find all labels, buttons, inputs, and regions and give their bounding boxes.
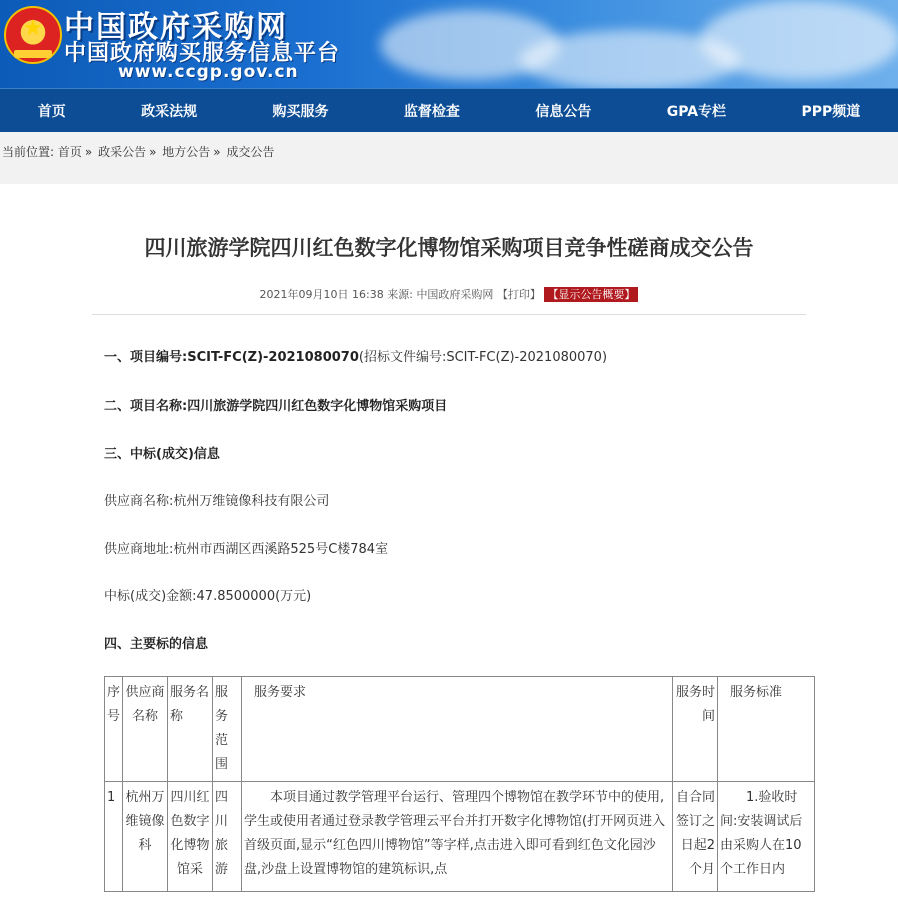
header-supplier: 供应商名称 bbox=[123, 677, 168, 782]
site-banner bbox=[0, 0, 898, 88]
cell-requirement: 本项目通过教学管理平台运行、管理四个博物馆在教学环节中的使用,学生或使用者通过登录教学管理云平台并打开数字化博物馆(打开网页进入首级页面,显示“红色四川博物馆”等字样,点击进入即可看到红色文化园沙盘,沙盘上设置博物馆的建筑标识,点 bbox=[242, 782, 673, 892]
site-title: 中国政府采购网 bbox=[64, 10, 288, 45]
print-link[interactable]: 【打印】 bbox=[496, 288, 541, 301]
breadcrumb-local[interactable]: 地方公告 bbox=[162, 145, 211, 159]
table-header-row bbox=[105, 677, 815, 782]
breadcrumb-procurement[interactable]: 政采公告 bbox=[98, 145, 147, 159]
nav-ppp[interactable]: PPP频道 bbox=[801, 104, 861, 120]
tender-doc-number: (招标文件编号:SCIT-FC(Z)-2021080070) bbox=[358, 350, 608, 365]
section-winner-info bbox=[104, 443, 220, 462]
deal-amount: 中标(成交)金额:47.8500000(万元) bbox=[104, 589, 312, 604]
header-standard: 服务标准 bbox=[718, 677, 815, 782]
supplier-address: 供应商地址:杭州市西湖区西溪路525号C楼784室 bbox=[104, 542, 389, 557]
breadcrumb-separator: » bbox=[84, 145, 93, 159]
show-summary-button[interactable]: 【显示公告概要】 bbox=[544, 287, 638, 302]
cell-time: 自合同签订之日起2个月 bbox=[673, 782, 718, 892]
project-number-value: SCIT-FC(Z)-2021080070 bbox=[187, 350, 359, 365]
site-subtitle: 中国政府购买服务信息平台 bbox=[64, 41, 341, 66]
section-project-number bbox=[104, 346, 607, 365]
supplier-name: 供应商名称:杭州万维镜像科技有限公司 bbox=[104, 494, 330, 509]
winner-info-heading: 三、中标(成交)信息 bbox=[104, 447, 220, 462]
banner-cloud bbox=[700, 0, 898, 80]
breadcrumb-label: 当前位置: bbox=[2, 145, 55, 159]
header-no: 序号 bbox=[105, 677, 123, 782]
section-project-name bbox=[104, 395, 447, 414]
nav-home[interactable]: 首页 bbox=[37, 104, 66, 120]
breadcrumb-separator: » bbox=[149, 145, 157, 159]
section-main-items bbox=[104, 633, 208, 652]
header-scope: 服务范围 bbox=[213, 677, 242, 782]
header-service-name: 服务名称 bbox=[168, 677, 213, 782]
national-emblem-icon: ★ bbox=[4, 6, 62, 64]
breadcrumb-bar bbox=[0, 132, 898, 184]
header-requirement: 服务要求 bbox=[242, 677, 673, 782]
title-divider bbox=[92, 314, 806, 315]
table-row bbox=[105, 782, 815, 892]
cell-supplier: 杭州万维镜像科 bbox=[123, 782, 168, 892]
breadcrumb-separator: » bbox=[213, 145, 221, 159]
breadcrumb-home[interactable]: 首页 bbox=[57, 145, 82, 159]
header-time: 服务时间 bbox=[673, 677, 718, 782]
project-name-text: 二、项目名称:四川旅游学院四川红色数字化博物馆采购项目 bbox=[104, 399, 448, 414]
site-url: www.ccgp.gov.cn bbox=[118, 62, 299, 82]
nav-announcements[interactable]: 信息公告 bbox=[535, 104, 592, 120]
article-date: 2021年09月10日 16:38 来源: bbox=[259, 288, 413, 301]
nav-regulations[interactable]: 政采法规 bbox=[141, 104, 198, 120]
cell-no: 1 bbox=[105, 782, 123, 892]
cell-standard: 1.验收时间:安装调试后由采购人在10个工作日内 bbox=[718, 782, 815, 892]
breadcrumb-deal[interactable]: 成交公告 bbox=[226, 145, 275, 159]
main-items-table bbox=[104, 676, 815, 892]
article-source-link[interactable]: 中国政府采购网 bbox=[416, 288, 494, 301]
cell-scope: 四川旅游 bbox=[213, 782, 242, 892]
nav-supervision[interactable]: 监督检查 bbox=[403, 104, 460, 120]
nav-gpa[interactable]: GPA专栏 bbox=[666, 104, 727, 120]
nav-purchase-services[interactable]: 购买服务 bbox=[272, 104, 329, 120]
cell-service-name: 四川红色数字化博物馆采 bbox=[168, 782, 213, 892]
main-items-heading: 四、主要标的信息 bbox=[104, 637, 209, 652]
breadcrumb bbox=[0, 120, 898, 172]
article-meta bbox=[0, 286, 898, 302]
project-number-label: 一、项目编号: bbox=[104, 350, 188, 365]
article-title: 四川旅游学院四川红色数字化博物馆采购项目竞争性磋商成交公告 bbox=[144, 236, 754, 260]
